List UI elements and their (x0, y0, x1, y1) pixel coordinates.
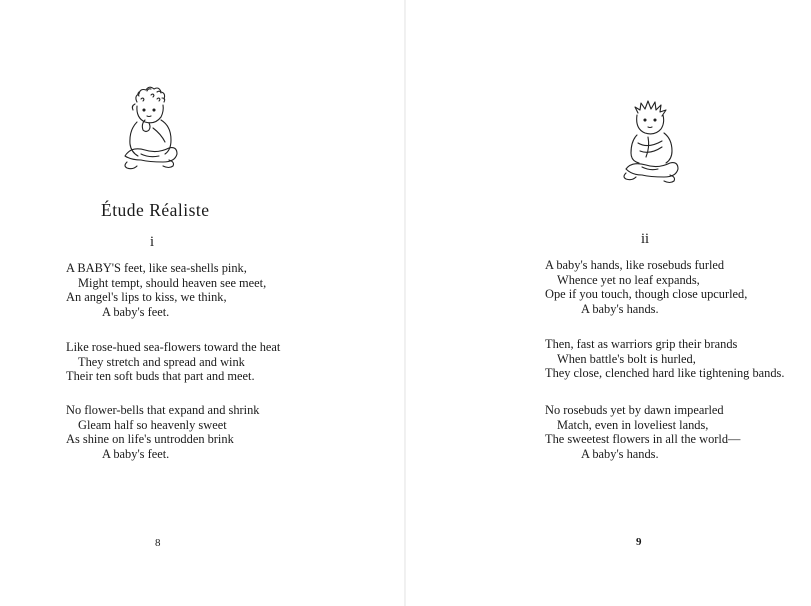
stanza-2 (545, 337, 784, 381)
right-page (405, 0, 811, 606)
poem-line: An angel's lips to kiss, we think, (66, 290, 227, 305)
poem-line: The sweetest flowers in all the world— (545, 432, 741, 447)
baby-curly-hair-illustration (117, 80, 181, 180)
poem-line: When battle's bolt is hurled, (557, 351, 696, 366)
poem-line: They stretch and spread and wink (78, 354, 245, 369)
poem-line: Then, fast as warriors grip their brands (545, 337, 738, 351)
page-number: 8 (155, 537, 161, 549)
poem-line: As shine on life's untrodden brink (66, 432, 234, 447)
part-number: i (150, 234, 155, 250)
poem-line: A BABY'S feet, like sea-shells pink, (66, 261, 247, 275)
poem-line: A baby's hands, like rosebuds furled (545, 258, 725, 272)
poem-line: Might tempt, should heaven see meet, (78, 275, 267, 290)
poem-line: Their ten soft buds that part and meet. (66, 369, 255, 384)
poem-line: Ope if you touch, though close upcurled, (545, 287, 748, 302)
left-page (0, 0, 405, 606)
poem-line: Whence yet no leaf expands, (557, 272, 700, 287)
poem-line: A baby's feet. (102, 446, 170, 461)
poem-line: A baby's hands. (581, 446, 659, 461)
stanza-1 (545, 258, 747, 316)
stanza-3 (66, 403, 259, 461)
poem-line: They close, clenched hard like tightening bands. (545, 366, 785, 381)
poem-line: Like rose-hued sea-flowers toward the heat (66, 340, 281, 354)
poem-line: Match, even in loveliest lands, (557, 417, 709, 432)
stanza-2 (66, 340, 280, 384)
poem-line: No rosebuds yet by dawn impearled (545, 403, 724, 417)
page-number: 9 (636, 536, 642, 548)
stanza-1 (66, 261, 266, 319)
baby-spiky-hair-illustration (620, 97, 682, 189)
poem-line: A baby's feet. (102, 304, 170, 319)
poem-title: Étude Réaliste (101, 200, 210, 220)
stanza-3 (545, 403, 740, 461)
poem-line: No flower-bells that expand and shrink (66, 403, 260, 417)
part-number: ii (641, 231, 650, 247)
poem-line: A baby's hands. (581, 301, 659, 316)
poem-line: Gleam half so heavenly sweet (78, 417, 227, 432)
